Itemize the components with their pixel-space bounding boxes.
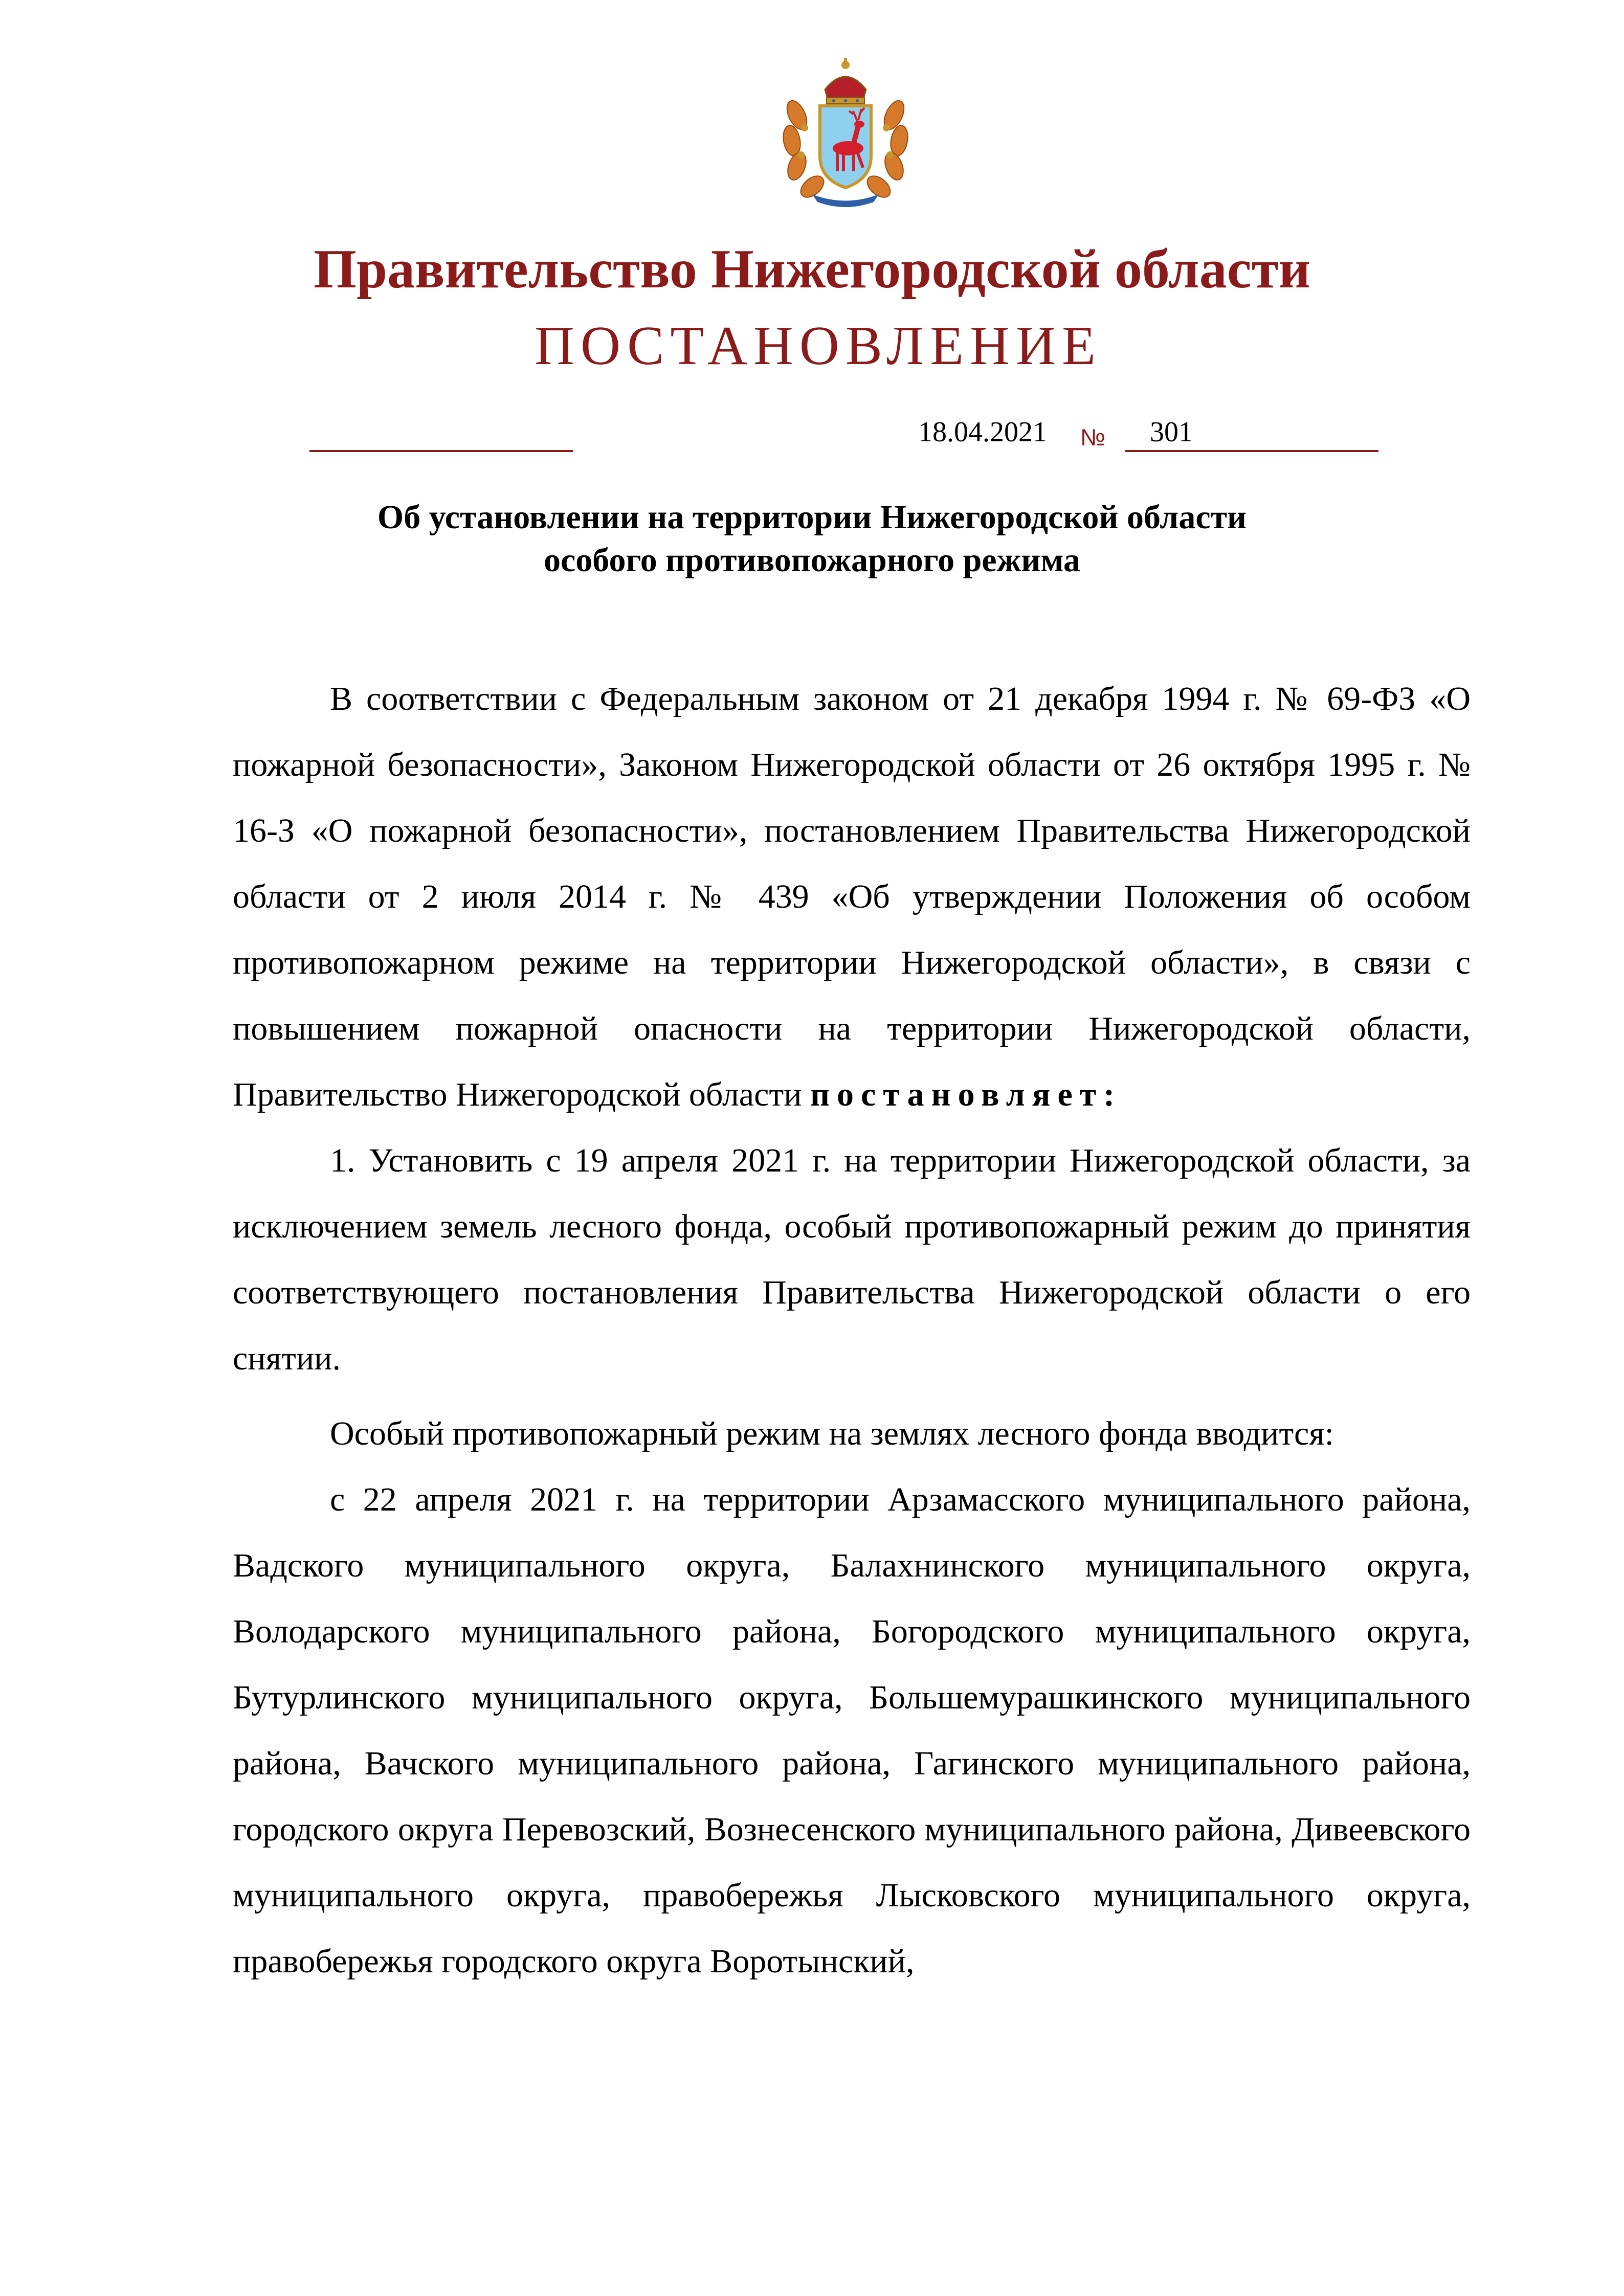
forest-intro-paragraph: Особый противопожарный режим на землях лесного фонда вводится: bbox=[330, 1415, 1334, 1452]
forest-list-paragraph: с 22 апреля 2021 г. на территории Арзамасского муниципального района, Вадского муниципального округа, Балахнинского муниципального округа, Володарского муниципального района, Богородского муниципального округа, Бутурлинского муниципального округа, Большемурашкинского муниципального района, Вачского муниципального района, Гагинского муниципального района, городского округа Перевозский, Вознесенского муниципального района, Дивеевского муниципального округа, правобережья Лысковского муниципального округа, правобережья городского округа Воротынский, bbox=[233, 1481, 1471, 1980]
item-1-paragraph: 1. Установить с 19 апреля 2021 г. на территории Нижегородской области, за исключением земель лесного фонда, особый противопожарный режим до принятия соответствующего постановления Правительства Нижегородской области о его снятии. bbox=[233, 1142, 1471, 1377]
preamble-text: В соответствии с Федеральным законом от 21 декабря 1994 г. № 69-ФЗ «О пожарной безопасности», Законом Нижегородской области от 26 октября 1995 г. № 16-З «О пожарной безопасности», постановлением Правительства Нижегородской области от 2 июля 2014 г. № 439 «Об утверждении Положения об особом противопожарном режиме на территории Нижегородской области», в связи с повышением пожарной опасности на территории Нижегородской области, Правительство Нижегородской области bbox=[233, 680, 1471, 1113]
document-body bbox=[233, 666, 1471, 1994]
document-date: 18.04.2021 bbox=[918, 416, 1047, 448]
document-subject bbox=[0, 496, 1624, 582]
subject-line-1: Об установлении на территории Нижегородской области bbox=[377, 499, 1247, 536]
number-sign: № bbox=[1080, 424, 1106, 451]
document-type: ПОСТАНОВЛЕНИЕ bbox=[534, 316, 1102, 376]
date-underline-blank bbox=[309, 445, 573, 452]
subject-line-2: особого противопожарного режима bbox=[544, 542, 1080, 579]
organization-title: Правительство Нижегородской области bbox=[314, 239, 1310, 300]
preamble-paragraph bbox=[233, 666, 1471, 1128]
coat-of-arms-icon bbox=[776, 54, 915, 207]
document-number: 301 bbox=[1150, 416, 1193, 448]
resolves-word: постановляет: bbox=[810, 1076, 1122, 1113]
